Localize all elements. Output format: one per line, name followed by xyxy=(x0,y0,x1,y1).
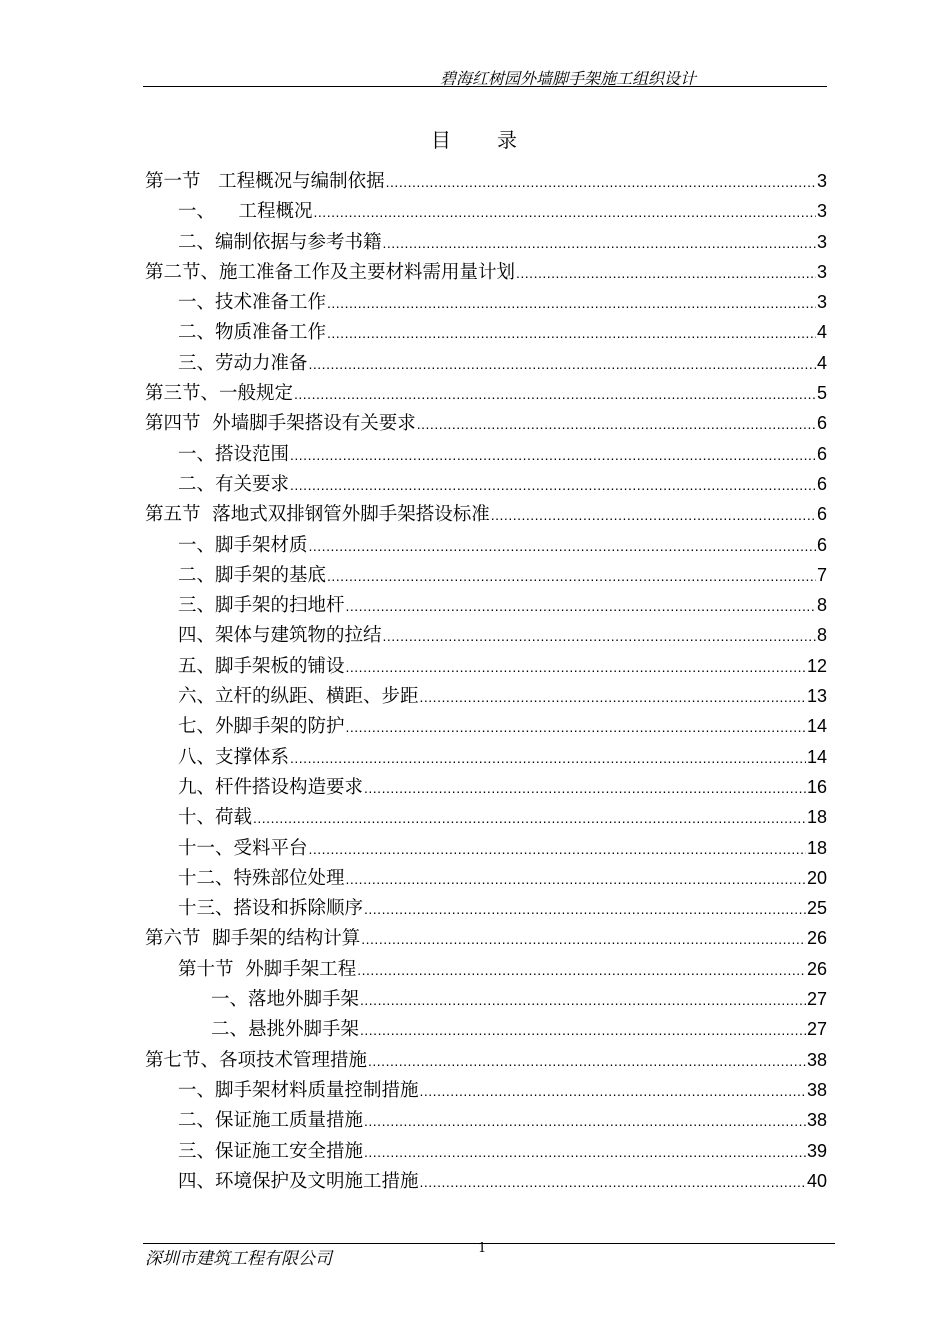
toc-entry-label: 一、 工程概况 xyxy=(178,201,313,223)
toc-entry[interactable] xyxy=(145,257,827,287)
toc-entry[interactable] xyxy=(145,499,827,529)
toc-entry-page: 13 xyxy=(806,686,827,707)
toc-entry-label: 四、环境保护及文明施工措施 xyxy=(178,1170,419,1192)
toc-entry[interactable] xyxy=(145,863,827,893)
toc-entry[interactable] xyxy=(145,742,827,772)
toc-entry-label: 第四节 外墙脚手架搭设有关要求 xyxy=(145,413,416,435)
toc-entry[interactable] xyxy=(145,348,827,378)
toc-entry-page: 3 xyxy=(816,292,827,313)
toc-entry-page: 3 xyxy=(816,171,827,191)
toc-entry-page: 3 xyxy=(816,231,827,252)
toc-title-char: 录 xyxy=(497,128,519,152)
toc-leader-dots xyxy=(516,258,816,288)
toc-leader-dots xyxy=(346,712,806,742)
toc-entry-page: 18 xyxy=(806,807,827,828)
toc-entry-page: 6 xyxy=(816,443,827,464)
toc-entry-label: 九、杆件搭设构造要求 xyxy=(178,776,364,798)
toc-entry-page: 3 xyxy=(816,201,827,222)
toc-entry[interactable] xyxy=(145,378,827,408)
toc-leader-dots xyxy=(309,531,816,561)
toc-entry[interactable] xyxy=(145,802,827,832)
toc-entry-page: 20 xyxy=(806,867,827,888)
toc-leader-dots xyxy=(364,894,806,924)
toc-leader-dots xyxy=(368,1046,806,1076)
footer-page-number: 1 xyxy=(478,1241,487,1256)
toc-entry[interactable] xyxy=(145,317,827,347)
toc-entry-label: 八、支撑体系 xyxy=(178,746,290,768)
toc-entry[interactable] xyxy=(145,681,827,711)
toc-entry[interactable] xyxy=(145,196,827,226)
toc-entry[interactable] xyxy=(145,408,827,438)
toc-leader-dots xyxy=(346,591,816,621)
toc-entry-label: 二、悬挑外脚手架 xyxy=(211,1019,360,1041)
toc-entry[interactable] xyxy=(145,1045,827,1075)
toc-leader-dots xyxy=(309,834,806,864)
toc-leader-dots xyxy=(364,1106,806,1136)
toc-leader-dots xyxy=(383,621,816,651)
toc-entry-label: 十三、搭设和拆除顺序 xyxy=(178,898,364,920)
toc-entry-label: 第三节、一般规定 xyxy=(145,383,294,405)
toc-leader-dots xyxy=(360,1015,806,1045)
toc-entry-page: 8 xyxy=(816,625,827,646)
toc-leader-dots xyxy=(290,440,816,470)
toc-leader-dots xyxy=(360,985,806,1015)
toc-entry-label: 第五节 落地式双排钢管外脚手架搭设标准 xyxy=(145,504,490,526)
toc-entry[interactable] xyxy=(145,954,827,984)
toc-entry-label: 一、落地外脚手架 xyxy=(211,989,360,1011)
toc-entry-label: 一、技术准备工作 xyxy=(178,292,327,314)
toc-entry[interactable] xyxy=(145,833,827,863)
toc-entry-label: 三、保证施工安全措施 xyxy=(178,1140,364,1162)
toc-leader-dots xyxy=(357,955,806,985)
toc-entry-page: 38 xyxy=(806,1110,827,1131)
toc-title-char: 目 xyxy=(431,128,453,152)
toc-leader-dots xyxy=(346,652,806,682)
toc-entry-label: 十一、受料平台 xyxy=(178,837,308,859)
header-rule xyxy=(143,86,827,87)
toc-entry[interactable] xyxy=(145,1136,827,1166)
toc-entry-page: 25 xyxy=(806,898,827,919)
toc-entry-page: 27 xyxy=(806,989,827,1010)
toc-leader-dots xyxy=(364,1137,806,1167)
toc-entry[interactable] xyxy=(145,651,827,681)
toc-entry-page: 8 xyxy=(816,595,827,616)
toc-entry-page: 18 xyxy=(806,837,827,858)
toc-entry[interactable] xyxy=(145,923,827,953)
toc-entry-page: 4 xyxy=(816,352,827,373)
toc-leader-dots xyxy=(294,379,816,409)
toc-entry[interactable] xyxy=(145,1105,827,1135)
toc-entry-label: 第一节 工程概况与编制依据 xyxy=(145,171,385,192)
toc-leader-dots xyxy=(420,682,806,712)
toc-entry[interactable] xyxy=(145,439,827,469)
toc-leader-dots xyxy=(383,228,816,258)
toc-entry[interactable] xyxy=(145,772,827,802)
toc-leader-dots xyxy=(420,1167,806,1197)
toc-entry-page: 40 xyxy=(806,1170,827,1191)
toc-leader-dots xyxy=(417,409,816,439)
toc-entry[interactable] xyxy=(145,984,827,1014)
toc-leader-dots xyxy=(420,1076,806,1106)
toc-entry[interactable] xyxy=(145,287,827,317)
toc-entry[interactable] xyxy=(145,1075,827,1105)
toc-entry-label: 五、脚手架板的铺设 xyxy=(178,655,345,677)
toc-entry-page: 39 xyxy=(806,1140,827,1161)
toc-leader-dots xyxy=(327,561,816,591)
toc-leader-dots xyxy=(290,470,816,500)
toc-entry-label: 十二、特殊部位处理 xyxy=(178,867,345,889)
toc-entry-page: 7 xyxy=(816,564,827,585)
footer-company: 深圳市建筑工程有限公司 xyxy=(145,1249,332,1269)
toc-entry[interactable] xyxy=(145,530,827,560)
toc-entry-page: 14 xyxy=(806,746,827,767)
toc-entry[interactable] xyxy=(145,1014,827,1044)
toc-entry-label: 第六节 脚手架的结构计算 xyxy=(145,928,361,950)
toc-entry-label: 第七节、各项技术管理措施 xyxy=(145,1049,368,1071)
toc-entry[interactable] xyxy=(145,1166,827,1196)
toc-leader-dots xyxy=(361,924,806,954)
toc-entry-label: 二、编制依据与参考书籍 xyxy=(178,231,382,253)
toc-entry-page: 27 xyxy=(806,1019,827,1040)
toc-entry-page: 6 xyxy=(816,473,827,494)
toc-entry[interactable] xyxy=(145,893,827,923)
toc-entry-label: 三、脚手架的扫地杆 xyxy=(178,595,345,617)
table-of-contents xyxy=(145,166,827,1196)
toc-entry-page: 5 xyxy=(816,383,827,404)
toc-entry-page: 38 xyxy=(806,1079,827,1100)
toc-entry-page: 6 xyxy=(816,504,827,525)
toc-entry-page: 6 xyxy=(816,413,827,434)
toc-entry-label: 一、搭设范围 xyxy=(178,443,290,465)
toc-leader-dots xyxy=(386,167,816,197)
toc-entry-label: 六、立杆的纵距、横距、步距 xyxy=(178,686,419,708)
toc-entry-label: 十、荷载 xyxy=(178,807,253,829)
toc-entry-label: 三、劳动力准备 xyxy=(178,352,308,374)
toc-title xyxy=(0,124,950,153)
toc-entry-page: 14 xyxy=(806,716,827,737)
toc-entry-page: 12 xyxy=(806,655,827,676)
toc-entry[interactable] xyxy=(145,590,827,620)
toc-entry-page: 6 xyxy=(816,534,827,555)
toc-leader-dots xyxy=(346,864,806,894)
toc-entry-page: 26 xyxy=(806,958,827,979)
toc-entry-label: 二、物质准备工作 xyxy=(178,322,327,344)
toc-entry-label: 一、脚手架材料质量控制措施 xyxy=(178,1079,419,1101)
toc-leader-dots xyxy=(309,349,816,379)
running-header: 碧海红树园外墙脚手架施工组织设计 xyxy=(440,69,697,88)
toc-leader-dots xyxy=(364,773,806,803)
toc-leader-dots xyxy=(491,500,816,530)
toc-entry-label: 四、架体与建筑物的拉结 xyxy=(178,625,382,647)
toc-entry-label: 二、保证施工质量措施 xyxy=(178,1110,364,1132)
toc-entry-label: 第十节 外脚手架工程 xyxy=(178,958,357,980)
toc-entry-label: 第二节、施工准备工作及主要材料需用量计划 xyxy=(145,261,516,283)
toc-entry-page: 16 xyxy=(806,776,827,797)
toc-entry-label: 七、外脚手架的防护 xyxy=(178,716,345,738)
toc-entry[interactable] xyxy=(145,711,827,741)
toc-entry-page: 38 xyxy=(806,1049,827,1070)
toc-leader-dots xyxy=(314,197,816,227)
toc-leader-dots xyxy=(253,803,806,833)
toc-entry-label: 二、有关要求 xyxy=(178,473,290,495)
toc-leader-dots xyxy=(327,288,816,318)
toc-entry-page: 26 xyxy=(806,928,827,949)
toc-entry[interactable] xyxy=(145,227,827,257)
toc-entry-page: 3 xyxy=(816,261,827,282)
toc-entry[interactable] xyxy=(145,620,827,650)
toc-entry[interactable] xyxy=(145,469,827,499)
toc-leader-dots xyxy=(327,318,816,348)
toc-entry[interactable] xyxy=(145,560,827,590)
toc-entry-page: 4 xyxy=(816,322,827,343)
toc-leader-dots xyxy=(290,743,806,773)
toc-entry-label: 二、脚手架的基底 xyxy=(178,564,327,586)
toc-entry-label: 一、脚手架材质 xyxy=(178,534,308,556)
toc-entry[interactable] xyxy=(145,166,827,196)
